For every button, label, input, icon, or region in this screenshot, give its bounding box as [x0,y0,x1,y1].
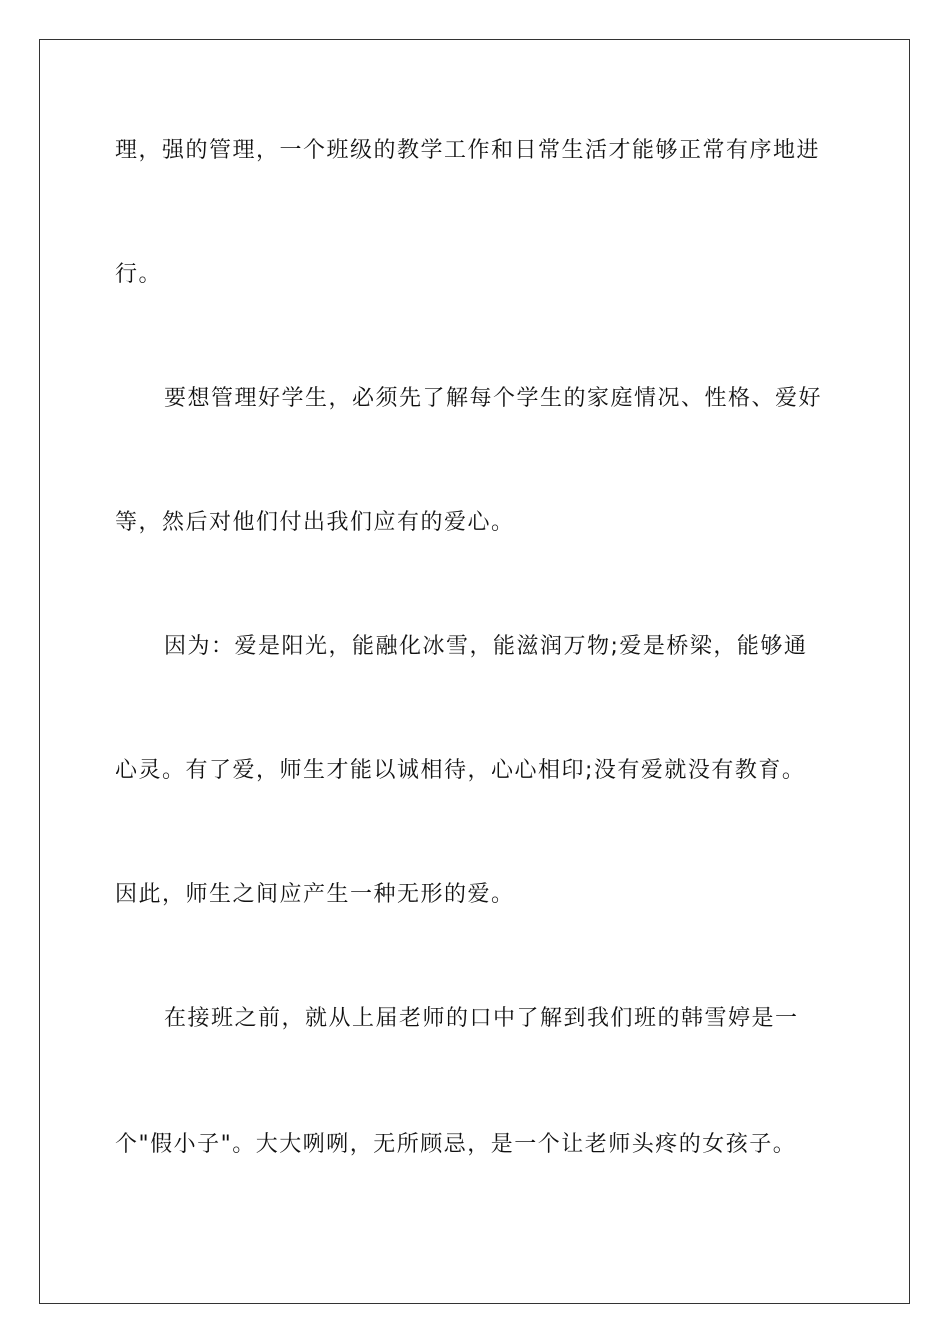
page-border [39,39,910,1304]
text-line: 等，然后对他们付出我们应有的爱心。 [115,510,515,535]
text-line: 行。 [115,262,163,287]
paragraph-start-line: 要想管理好学生，必须先了解每个学生的家庭情况、性格、爱好 [164,386,823,411]
text-line: 个"假小子"。大大咧咧，无所顾忌，是一个让老师头疼的女孩子。 [115,1132,797,1157]
paragraph-start-line: 在接班之前，就从上届老师的口中了解到我们班的韩雪婷是一 [164,1006,799,1031]
text-line: 因此，师生之间应产生一种无形的爱。 [115,882,515,907]
paragraph-start-line: 因为：爱是阳光，能融化冰雪，能滋润万物;爱是桥梁，能够通 [164,634,808,659]
text-line: 心灵。有了爱，师生才能以诚相待，心心相印;没有爱就没有教育。 [115,758,806,783]
text-line: 理，强的管理，一个班级的教学工作和日常生活才能够正常有序地进 [115,138,821,163]
